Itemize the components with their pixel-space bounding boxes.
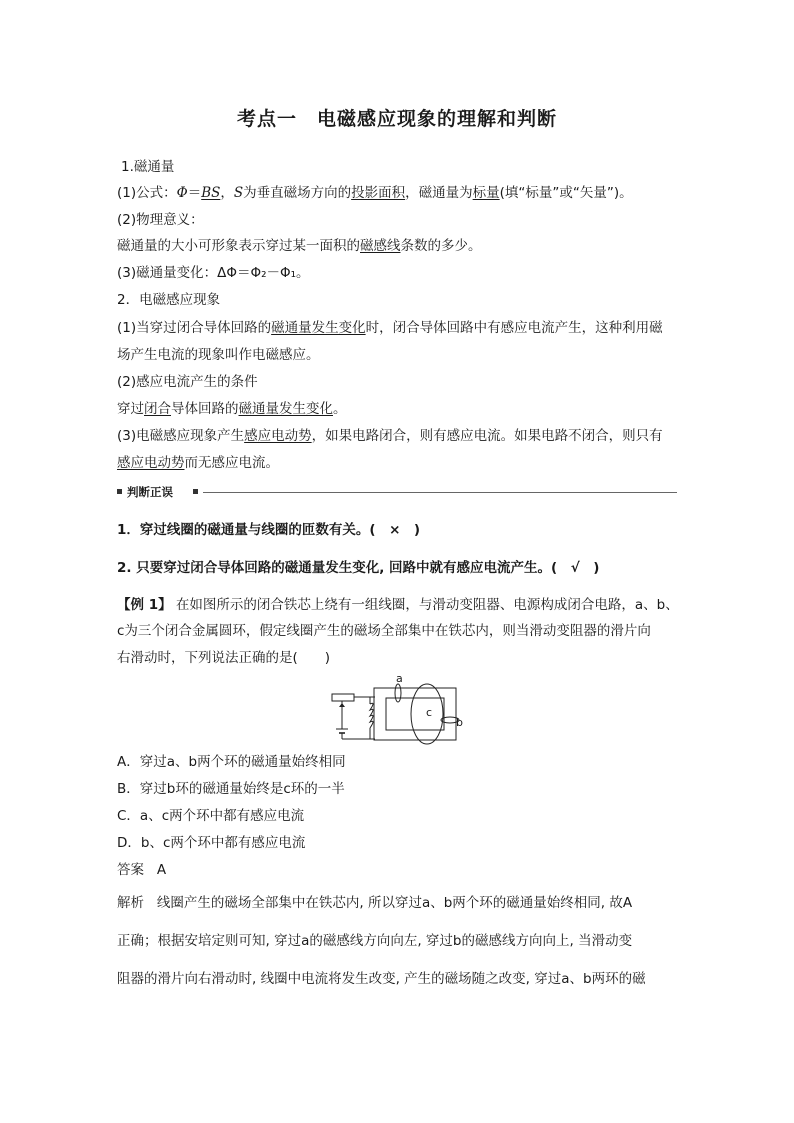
formula-phi: Φ	[176, 185, 188, 201]
formula-scalar: 标量	[472, 185, 500, 201]
meaning-key: 磁感线	[360, 238, 401, 254]
s2-p1-key: 磁通量发生变化	[271, 320, 366, 336]
s2-p1-pre: (1)当穿过闭合导体回路的	[117, 320, 272, 336]
example-line-1	[117, 595, 679, 615]
s1-meaning-line	[117, 236, 482, 256]
s2-p2-end: 。	[333, 401, 347, 417]
judge-item-1: 1．穿过线圈的磁通量与线圈的匝数有关。( × )	[117, 522, 421, 538]
formula-s: S	[233, 185, 244, 201]
example-text-1: 在如图所示的闭合铁芯上绕有一组线圈，与滑动变阻器、电源构成闭合电路，a、b、	[175, 597, 679, 613]
analysis-line-3: 阻器的滑片向右滑动时, 线圈中电流将发生改变, 产生的磁场随之改变, 穿过a、b两环的磁	[117, 971, 646, 987]
s1-meaning-heading: (2)物理意义：	[117, 212, 204, 228]
s2-p3-line2	[117, 453, 279, 473]
diagram-label-b: b	[456, 716, 463, 729]
bullet-square-icon	[193, 489, 198, 494]
option-d: D．b、c两个环中都有感应电流	[117, 835, 306, 851]
s2-p2-key2: 磁通量发生变化	[238, 401, 333, 417]
formula-comma: ，	[220, 185, 234, 201]
s2-p3-key: 感应电动势	[244, 428, 312, 444]
formula-tail: (填“标量”或“矢量”)。	[499, 185, 633, 201]
analysis-label: 解析	[117, 895, 144, 911]
s2-p3-pre: (3)电磁感应现象产生	[117, 428, 245, 444]
answer-line	[117, 860, 166, 880]
s2-p2-line	[117, 399, 347, 419]
section-rule	[203, 492, 677, 493]
formula-mid: 为垂直磁场方向的	[243, 185, 352, 201]
option-c: C．a、c两个环中都有感应电流	[117, 808, 305, 824]
bullet-square-icon	[117, 489, 122, 494]
answer-label: 答案	[117, 862, 144, 878]
formula-proj: 投影面积	[351, 185, 406, 201]
analysis-line-2: 正确；根据安培定则可知, 穿过a的磁感线方向向左, 穿过b的磁感线方向向上, 当滑动变	[117, 933, 633, 949]
s2-p1-line1	[117, 318, 663, 338]
analysis-text-1: 线圈产生的磁场全部集中在铁芯内, 所以穿过a、b两个环的磁通量始终相同, 故A	[156, 895, 633, 911]
s1-heading: 1.磁通量	[121, 159, 175, 175]
diagram-label-c: c	[426, 706, 433, 719]
s1-change-line: (3)磁通量变化：ΔΦ＝Φ₂－Φ₁。	[117, 265, 310, 281]
formula-mid2: ，磁通量为	[405, 185, 473, 201]
formula-eq: ＝	[187, 185, 202, 201]
s2-p2-pre: 穿过	[117, 401, 144, 417]
meaning-pre: 磁通量的大小可形象表示穿过某一面积的	[117, 238, 360, 254]
meaning-post: 条数的多少。	[400, 238, 482, 254]
s2-heading: 2．电磁感应现象	[117, 292, 221, 308]
s2-p3-line1	[117, 426, 663, 446]
judge-section-bar	[117, 483, 677, 501]
s2-p2-key1: 闭合	[144, 401, 171, 417]
formula-bs: BS	[201, 185, 221, 201]
diagram-label-a: a	[396, 672, 403, 685]
s2-p2-heading: (2)感应电流产生的条件	[117, 374, 258, 390]
page-title: 考点一 电磁感应现象的理解和判断	[236, 108, 557, 130]
s2-p1-tail: 时，闭合导体回路中有感应电流产生，这种利用磁	[365, 320, 663, 336]
s2-p1-line2: 场产生电流的现象叫作电磁感应。	[117, 347, 320, 363]
judge-item-2: 2. 只要穿过闭合导体回路的磁通量发生变化, 回路中就有感应电流产生。( √ )	[117, 560, 600, 576]
s2-p3-line2-tail: 而无感应电流。	[184, 455, 279, 471]
s2-p3-line2-key: 感应电动势	[117, 455, 185, 471]
s1-formula-line	[117, 183, 633, 203]
s2-p3-tail: ，如果电路闭合，则有感应电流。如果电路不闭合，则只有	[311, 428, 663, 444]
example-line-3: 右滑动时，下列说法正确的是( )	[117, 650, 331, 666]
formula-prefix: (1)公式：	[117, 185, 177, 201]
s2-p2-mid: 导体回路的	[171, 401, 239, 417]
option-a: A．穿过a、b两个环的磁通量始终相同	[117, 754, 346, 770]
analysis-line-1	[117, 893, 632, 913]
option-b: B．穿过b环的磁通量始终是c环的一半	[117, 781, 345, 797]
judge-section-label: 判断正误	[127, 485, 173, 499]
answer-value: A	[156, 862, 167, 878]
example-tag: 【例 1】	[117, 597, 172, 613]
example-line-2: c为三个闭合金属圆环，假定线圈产生的磁场全部集中在铁芯内，则当滑动变阻器的滑片向	[117, 623, 651, 639]
